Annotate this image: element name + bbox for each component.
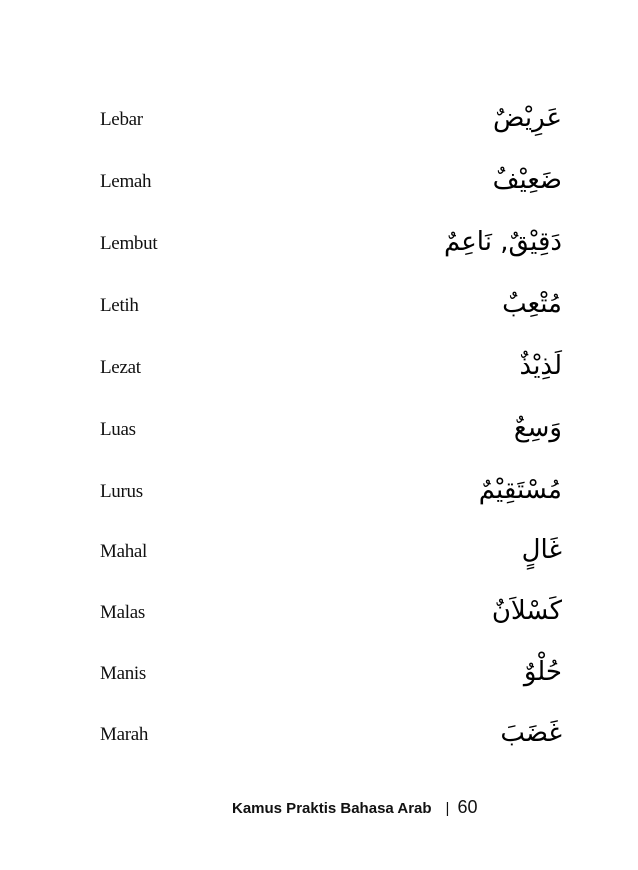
arabic-word: كَسْلاَنٌ [491,596,562,626]
arabic-word: مُسْتَقِيْمٌ [478,475,562,505]
indonesian-word: Manis [100,663,147,684]
vocab-entry [0,162,638,202]
page-number: 60 [457,797,478,817]
arabic-word: غَضَبَ [500,718,562,748]
arabic-word: غَالٍ [521,535,562,565]
vocab-entry [0,593,638,633]
arabic-word: لَذِيْذٌ [519,351,562,381]
indonesian-word: Malas [100,602,145,623]
indonesian-word: Marah [100,724,149,745]
arabic-word: وَسِعٌ [513,413,562,443]
vocab-entry [0,472,638,512]
vocab-entry [0,532,638,572]
vocab-entry [0,410,638,450]
vocab-entry [0,286,638,326]
vocab-entry [0,224,638,264]
indonesian-word: Mahal [100,541,148,562]
footer-separator: | [445,800,450,817]
arabic-word: ضَعِيْفٌ [492,165,562,195]
vocab-entry [0,348,638,388]
arabic-word: حُلْوٌ [523,657,562,687]
indonesian-word: Letih [100,295,139,316]
vocab-entry [0,654,638,694]
arabic-word: مُتْعِبٌ [502,289,562,319]
indonesian-word: Lebar [100,109,143,130]
arabic-word: عَرِيْضٌ [493,103,562,133]
indonesian-word: Lurus [100,481,143,502]
indonesian-word: Lemah [100,171,152,192]
indonesian-word: Lembut [100,233,158,254]
indonesian-word: Luas [100,419,136,440]
page-footer [232,795,562,819]
arabic-word: دَقِيْقٌ, نَاعِمٌ [443,227,562,257]
vocab-entry [0,100,638,140]
vocab-entry [0,715,638,755]
indonesian-word: Lezat [100,357,141,378]
book-title: Kamus Praktis Bahasa Arab [232,800,432,817]
